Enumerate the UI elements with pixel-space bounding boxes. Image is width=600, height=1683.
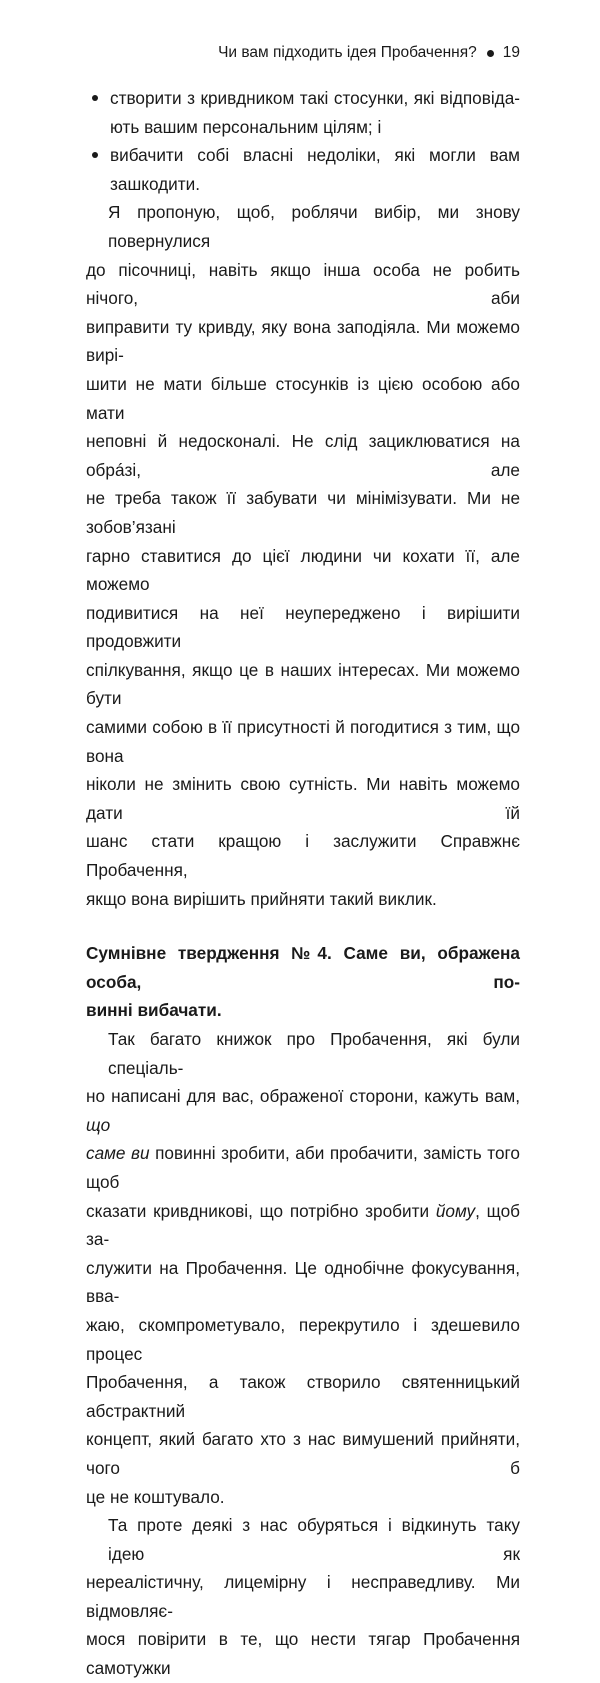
bullet-list: [86, 84, 520, 198]
emphasis: йому: [435, 1200, 476, 1221]
text-line: Так багато книжок про Пробачення, які були спеціаль-: [108, 1029, 520, 1078]
heading-line: винні вибачати.: [86, 1000, 222, 1021]
text-line: Та проте деякі з нас обуряться і відкинуть таку ідею як: [108, 1515, 520, 1564]
text-line: спілкування, якщо це в наших інтересах. Ми можемо бути: [86, 659, 520, 709]
text-line: до пісочниці, навіть якщо інша особа не робить нічого, аби: [86, 259, 520, 309]
running-header-title: Чи вам підходить ідея Пробачення?: [218, 44, 477, 61]
emphasis: саме ви: [86, 1143, 150, 1164]
header-bullet-dot: [487, 50, 494, 57]
section-gap: [86, 913, 520, 939]
text-line: сказати кривдникові, що потрібно зробити йому, щоб за-: [86, 1200, 520, 1250]
page-body: [86, 84, 520, 1683]
running-header: [218, 44, 520, 62]
text-line: виправити ту кривду, яку вона заподіяла. Ми можемо вирі-: [86, 316, 520, 366]
text-line: ніколи не змінить свою сутність. Ми навіть можемо дати їй: [86, 774, 520, 823]
text-line: гарно ставитися до цієї людини чи кохати її, але можемо: [86, 545, 520, 595]
text-line: шанс стати кращою і заслужити Справжнє Пробачення,: [86, 831, 520, 881]
bullet-item-1-line-2: ють вашим персональним цілям; і: [110, 116, 382, 137]
paragraph-3: [86, 1511, 520, 1683]
text-line: подивитися на неї неупереджено і вирішити продовжити: [86, 602, 520, 652]
text-line: неповні й недосконалі. Не слід зациклюватися на обрáзі, але: [86, 431, 520, 480]
text-line: концепт, який багато хто з нас вимушений прийняти, чого б: [86, 1429, 520, 1478]
text-line: Пробачення, а також створило святенницький абстрактний: [86, 1372, 520, 1421]
paragraph-2: [86, 1025, 520, 1511]
text-line: шити не мати більше стосунків із цією особою або мати: [86, 373, 520, 423]
text-line: не треба також її забувати чи мінімізувати. Ми не зобов’язані: [86, 488, 520, 537]
bullet-marker: [92, 152, 98, 158]
section-heading: [86, 939, 520, 1025]
text-line: якщо вона вирішить прийняти такий виклик.: [86, 888, 437, 909]
page-number: 19: [502, 44, 520, 61]
text-line: Я пропоную, щоб, роблячи вибір, ми знову повернулися: [108, 202, 520, 251]
text-line: нереалістичну, лицемірну і несправедливу. Ми відмовляє-: [86, 1572, 520, 1621]
text-line: саме ви повинні зробити, аби пробачити, замість того щоб: [86, 1143, 520, 1192]
emphasis: що: [86, 1114, 111, 1135]
text-line: служити на Пробачення. Це однобічне фокусування, вва-: [86, 1257, 520, 1307]
text-line: мося повірити в те, що нести тягар Пробачення самотужки: [86, 1629, 520, 1679]
text-line: но написані для вас, ображеної сторони, кажуть вам, що: [86, 1086, 520, 1135]
bullet-item-2-line-1: вибачити собі власні недоліки, які могли вам зашкодити.: [86, 141, 520, 198]
bullet-marker: [92, 95, 98, 101]
paragraph-1: [86, 198, 520, 913]
heading-line: Сумнівне твердження №4. Саме ви, ображена особа, по-: [86, 943, 520, 992]
bullet-item-1-line-1: створити з кривдником такі стосунки, які відповіда-: [86, 84, 520, 113]
text-line: це не коштувало.: [86, 1486, 225, 1507]
text-line: жаю, скомпрометувало, перекрутило і здешевило процес: [86, 1314, 520, 1364]
text-line: самими собою в її присутності й погодитися з тим, що вона: [86, 717, 520, 766]
